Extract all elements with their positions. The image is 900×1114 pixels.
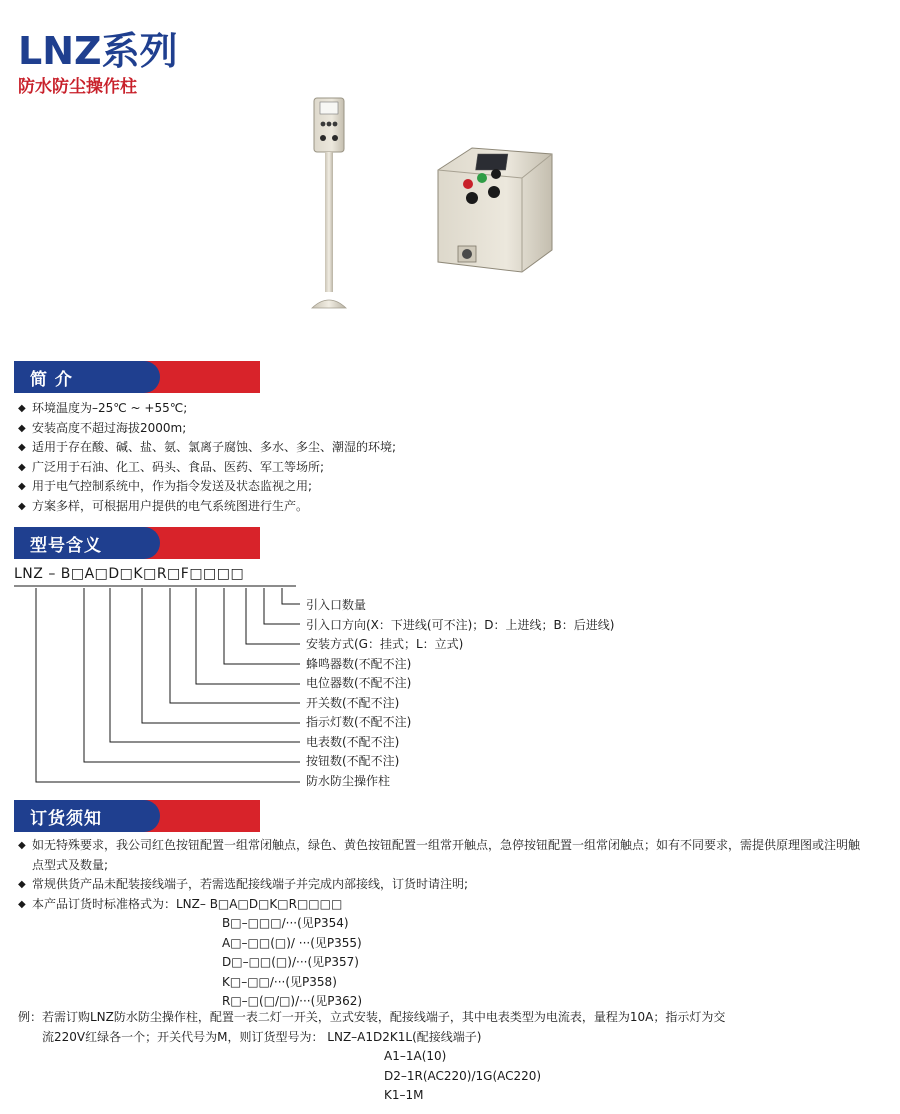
order-notes xyxy=(18,836,868,1012)
list-item: 引入口数量 xyxy=(306,598,367,612)
format-line: B□–□□□/···(见P354) xyxy=(222,916,349,930)
section-header-intro xyxy=(14,361,260,393)
column-type-product xyxy=(312,98,346,308)
format-line: D□–□□(□)/···(见P357) xyxy=(222,955,359,969)
list-item: ◆ 本产品订货时标准格式为：LNZ– B□A□D□K□R□□□□ xyxy=(18,895,868,915)
list-item: ◆ 安装高度不超过海拔2000m; xyxy=(18,419,396,439)
section-title-model: 型号含义 xyxy=(30,536,102,556)
format-line: K□–□□/···(见P358) xyxy=(222,974,337,989)
list-item: ◆ 广泛用于石油、化工、码头、食品、医药、军工等场所; xyxy=(18,458,396,478)
section-title-order: 订货须知 xyxy=(30,809,102,829)
page-subtitle: 防水防尘操作柱 xyxy=(18,77,137,97)
intro-list xyxy=(18,399,396,516)
list-item: 电位器数(不配不注) xyxy=(306,676,412,690)
list-item: 引入口方向(X：下进线(可不注)；D：上进线；B：后进线) xyxy=(306,617,615,632)
list-item: 电表数(不配不注) xyxy=(306,734,400,749)
list-item: ◆ 适用于存在酸、碱、盐、氨、氯离子腐蚀、多水、多尘、潮湿的环境; xyxy=(18,438,396,458)
example-line: 例：若需订购LNZ防水防尘操作柱，配置一表二灯一开关，立式安装，配接线端子，其中电表类型为电流表，量程为10A；指示灯为交 xyxy=(18,1010,726,1024)
product-images xyxy=(290,96,590,316)
section-header-model xyxy=(14,527,260,559)
list-item: ◆ 环境温度为–25℃ ~ +55℃; xyxy=(18,399,396,419)
list-item: ◆ 方案多样，可根据用户提供的电气系统图进行生产。 xyxy=(18,497,396,517)
list-item: 防水防尘操作柱 xyxy=(306,773,391,788)
format-line: R□–□(□/□)/···(见P362) xyxy=(222,994,363,1008)
section-header-order xyxy=(14,800,260,832)
list-item: 按钮数(不配不注) xyxy=(306,754,400,768)
example-detail: K1–1M xyxy=(384,1088,424,1102)
list-item: ◆ 如无特殊要求，我公司红色按钮配置一组常闭触点，绿色、黄色按钮配置一组常开触点，急停按钮配置一组常闭触点；如有不同要求，需提供原理图或注明触点型式及数量; xyxy=(18,836,868,875)
example-detail: D2–1R(AC220)/1G(AC220) xyxy=(384,1068,542,1083)
model-code: LNZ – B□A□D□K□R□F□□□□ xyxy=(14,566,245,582)
list-item: 开关数(不配不注) xyxy=(306,695,400,710)
example-detail: A1–1A(10) xyxy=(384,1049,447,1063)
format-line: A□–□□(□)/ ···(见P355) xyxy=(222,935,362,950)
page-title: LNZ系列 xyxy=(18,29,178,73)
model-descriptions xyxy=(306,596,614,791)
list-item: ◆ 常规供货产品未配装接线端子，若需选配接线端子并完成内部接线，订货时请注明; xyxy=(18,875,868,895)
list-item: ◆ 用于电气控制系统中，作为指令发送及状态监视之用; xyxy=(18,477,396,497)
box-type-product xyxy=(438,148,552,272)
section-title-intro: 简 介 xyxy=(30,370,73,390)
example-line: 流220V红绿各一个；开关代号为M，则订货型号为： LNZ–A1D2K1L(配接线端子) xyxy=(42,1029,482,1044)
list-item: 蜂鸣器数(不配不注) xyxy=(306,656,412,671)
order-example xyxy=(18,1008,878,1106)
list-item: 指示灯数(不配不注) xyxy=(306,715,412,729)
list-item: 安装方式(G：挂式；L：立式) xyxy=(306,637,464,651)
